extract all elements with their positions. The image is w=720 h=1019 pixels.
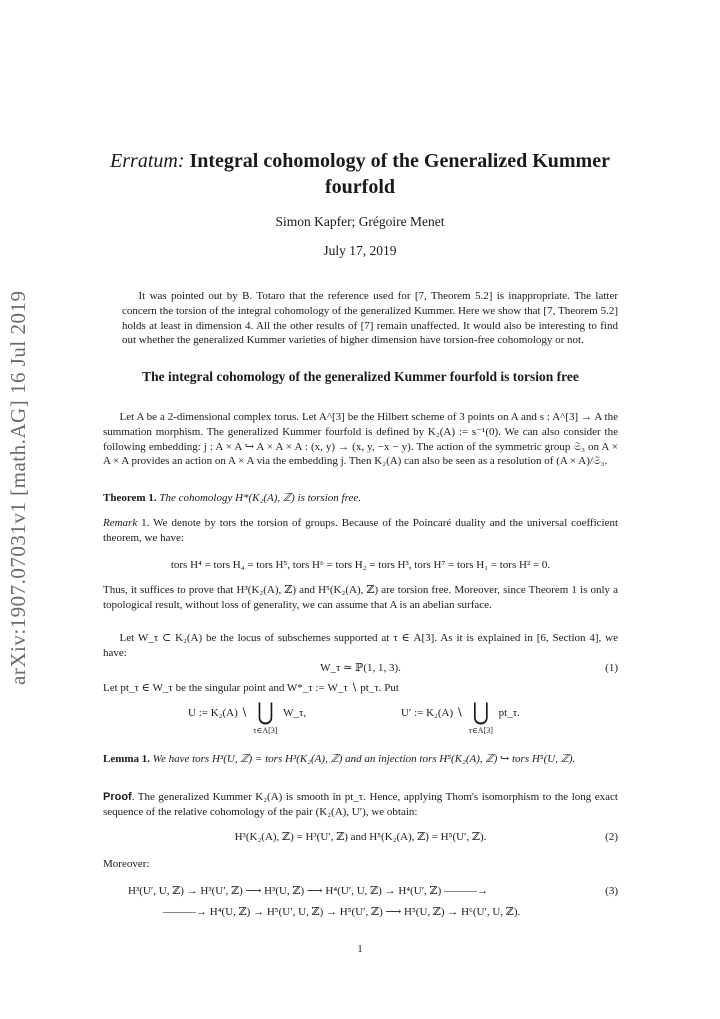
equation-2-text: H³(K₂(A), ℤ) = H³(U′, ℤ) and H⁵(K₂(A), ℤ) = H⁵(U′, ℤ).: [234, 831, 487, 843]
u-right: W_τ,: [283, 707, 307, 719]
let-pt-text: Let pt_τ ∈ W_τ be the singular point and W*_τ := W_τ ∖ pt_τ. Put: [103, 682, 399, 694]
moreover-text: Moreover:: [103, 858, 150, 870]
equation-1-text: W_τ ≃ ℙ(1, 1, 3).: [320, 662, 401, 674]
let-w-paragraph: [103, 631, 618, 661]
equation-tors: [103, 558, 618, 572]
title-main: Integral cohomology of the Generalized Kummer fourfold: [184, 150, 610, 198]
equation-3-line-2: ———→ H⁴(U, ℤ) → H⁵(U′, U, ℤ) → H⁵(U′, ℤ) ⟶ H⁵(U, ℤ) → H⁶(U′, U, ℤ).: [163, 906, 521, 918]
equation-3-number: (3): [605, 885, 618, 897]
big-union-symbol: ⋃: [472, 699, 489, 727]
lemma-1: [103, 752, 618, 767]
u-definition: [188, 699, 307, 738]
remark-1: [103, 516, 618, 546]
remark-number: 1.: [137, 517, 150, 529]
u-left: U := K₂(A) ∖: [188, 707, 248, 719]
proof-text: . The generalized Kummer K₂(A) is smooth in pt_τ. Hence, applying Thom's isomorphism to the long exact sequence of the relative cohomology of the pair (K₂(A), U′), we obtain:: [103, 791, 618, 818]
let-pt-paragraph: [103, 681, 618, 696]
section-title: The integral cohomology of the generalized Kummer fourfold is torsion free: [142, 369, 579, 384]
remark-label: Remark: [103, 517, 138, 529]
date: July 17, 2019: [323, 243, 397, 258]
theorem-1: [103, 491, 618, 506]
equation-tors-text: tors H⁴ = tors H₄ = tors H⁵, tors H⁶ = tors H₂ = tors H³, tors H⁷ = tors H₁ = tors H² = 0.: [170, 559, 551, 571]
union-index: τ∈A[3]: [468, 726, 493, 735]
arxiv-identifier: arXiv:1907.07031v1 [math.AG] 16 Jul 2019: [6, 290, 30, 685]
remark-text: We denote by tors the torsion of groups. Because of the Poincaré duality and the universal coefficient theorem, we have:: [103, 517, 619, 544]
lemma-label: Lemma 1.: [103, 753, 151, 765]
thus-paragraph: [103, 583, 618, 613]
intro-paragraph: [103, 410, 618, 469]
proof: [103, 790, 618, 820]
union-index: τ∈A[3]: [253, 726, 278, 735]
definition-u: [103, 699, 618, 740]
equation-1-number: (1): [605, 662, 618, 674]
abstract-text: It was pointed out by B. Totaro that the reference used for [7, Theorem 5.2] is inappropriate. The latter concern the torsion of the integral cohomology of the generalized Kummer. Here we show that [7, Theorem 5.2] holds at least in dimension 4. All the other results of [7] remain unaffected. It would also be interesting to find out whether the generalized Kummer varieties of higher dimension have torsion-free cohomology or not.: [122, 290, 618, 347]
equation-2-number: (2): [605, 831, 618, 843]
abstract: [122, 289, 618, 348]
proof-label: Proof: [103, 791, 132, 803]
u-prime-definition: [401, 699, 520, 738]
let-w-text: Let W_τ ⊂ K₂(A) be the locus of subschemes supported at τ ∈ A[3]. As it is explained in [6, Section 4], we have:: [103, 632, 618, 659]
big-union-symbol: ⋃: [257, 699, 274, 727]
lemma-text: We have tors H³(U, ℤ) = tors H³(K₂(A), ℤ) and an injection tors H⁵(K₂(A), ℤ) ↪ tors H⁵(U, ℤ).: [152, 753, 576, 765]
equation-1: [103, 661, 618, 675]
authors: Simon Kapfer; Grégoire Menet: [275, 214, 445, 229]
u-prime-right: pt_τ.: [498, 707, 520, 719]
equation-3-line-1: H³(U′, U, ℤ) → H³(U′, ℤ) ⟶ H³(U, ℤ) ⟶ H⁴(U′, U, ℤ) → H⁴(U′, ℤ) ———→: [128, 885, 489, 897]
equation-2: [103, 830, 618, 844]
equation-3: [103, 884, 618, 920]
u-prime-left: U′ := K₂(A) ∖: [401, 707, 463, 719]
thus-text: Thus, it suffices to prove that H³(K₂(A), ℤ) and H⁵(K₂(A), ℤ) are torsion free. Moreover, since Theorem 1 is only a topological result, without loss of generality, we can assume that A is an abelian surface.: [103, 584, 618, 611]
theorem-text: The cohomology H*(K₂(A), ℤ) is torsion free.: [159, 492, 361, 504]
paper-title: [100, 148, 620, 200]
theorem-label: Theorem 1.: [103, 492, 157, 504]
moreover-paragraph: [103, 857, 618, 872]
title-erratum: Erratum:: [110, 150, 185, 172]
page-number: 1: [357, 943, 363, 955]
intro-text: Let A be a 2-dimensional complex torus. Let A^[3] be the Hilbert scheme of 3 points on A and s : A^[3] → A the summation morphism. The generalized Kummer fourfold is defined by K₂(A) := s⁻¹(0). We can also consider the following embedding: j : A × A ↪ A × A × A : (x, y) → (x, y, −x − y). The action of the symmetric group 𝔖₃ on A × A × A provides an action on A × A via the embedding j. Then K₂(A) can also be seen as a resolution of (A × A)/𝔖₃.: [103, 411, 618, 468]
